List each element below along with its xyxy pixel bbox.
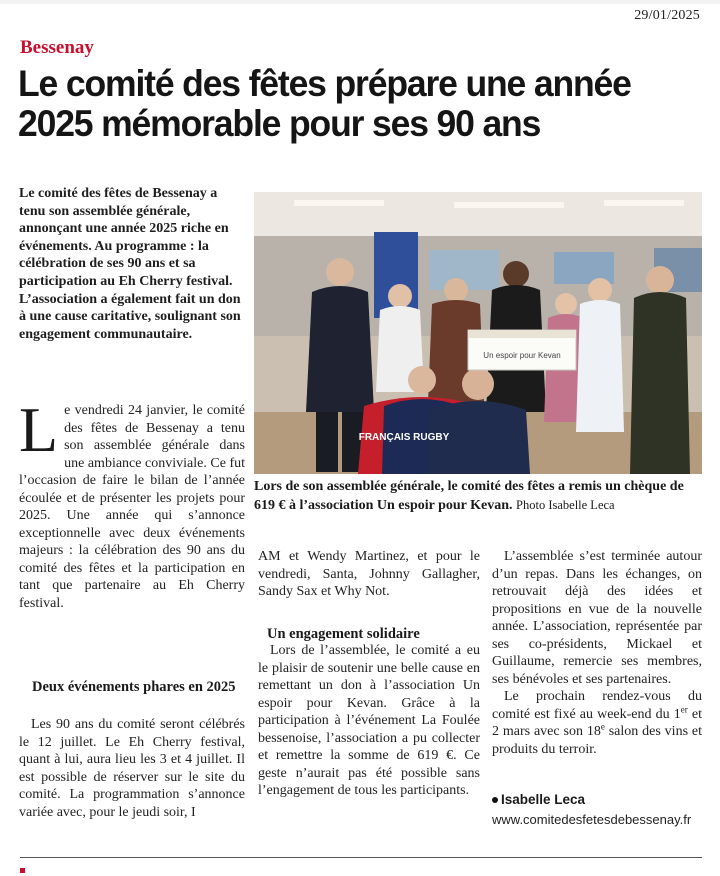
photo-caption — [254, 478, 702, 515]
article-photo — [254, 192, 702, 474]
superscript-1: er — [680, 703, 688, 714]
column-3-paragraph-1: L’assemblée s’est terminée autour d’un repas. Dans les échanges, on retrouvait déjà des idées et propositions en vue de la nouvelle année. L’association, représentée par ses co-présidents, Mickael et Guillaume, remercie ses membres, ses bénévoles et ses partenaires. — [492, 549, 702, 687]
top-rule — [0, 0, 720, 4]
next-event-text-b: et 2 mars avec son 18 — [492, 706, 702, 739]
photo-illustration — [254, 192, 702, 474]
next-event-text-c: salon des vins et produits du terroir. — [492, 724, 702, 757]
subhead-solidarity: Un engagement solidaire — [267, 626, 420, 642]
next-event-text-a: Le prochain rendez-vous du comité est fixé au week-end du 1 — [492, 689, 702, 722]
bottom-rule — [20, 857, 702, 858]
cheque-label: Un espoir pour Kevan — [483, 351, 561, 360]
bullet-icon — [492, 797, 498, 803]
lead-paragraph: Le comité des fêtes de Bessenay a tenu son assemblée générale, annonçant une année 2025 riche en événements. Au programme : la célébration de ses 90 ans et sa participation au Eh Cherry festival. L’association a également fait un don à une cause caritative, soulignant son engagement communautaire. — [19, 186, 241, 342]
drop-cap: L — [19, 394, 59, 465]
section-kicker: Bessenay — [20, 37, 94, 58]
sweater-label: FRANÇAIS RUGBY — [358, 432, 450, 443]
photo-credit: Photo Isabelle Leca — [516, 498, 615, 512]
intro-text: e vendredi 24 janvier, le comité des fêtes de Bessenay a tenu son assemblée générale dans une ambiance conviviale. Ce fut l’occasion de faire le bilan de l’année écoulée et de présenter les projets pour 2025. Une année qui s’annonce exceptionnelle avec deux événements majeurs : la célébration des 90 ans du comité des fêtes et la participation en tant que partenaire au Eh Cherry festival. — [19, 403, 245, 611]
column-2-paragraph: Lors de l’assemblée, le comité a eu le plaisir de soutenir une belle cause en remettant un don à l’association Un espoir pour Kevan. Grâce à la participation à l’événement La Foulée bessenoise, l’association a pu collecter et remettre la somme de 619 €. Ce geste n’aurait pas été possible sans l’engagement de tous les participants. — [258, 643, 480, 798]
column-3-paragraph-2 — [492, 688, 702, 758]
column-1-paragraph: Les 90 ans du comité seront célébrés le 12 juillet. Le Eh Cherry festival, quant à lui, aura lieu les 3 et 4 juillet. Il est possible de réserver sur le site du comité. La programmation s’annonce variée avec, pour le jeudi soir, I — [19, 717, 245, 820]
caption-text: Lors de son assemblée générale, le comité des fêtes a remis un chèque de 619 € à l’association Un espoir pour Kevan. — [254, 479, 684, 513]
publication-date: 29/01/2025 — [634, 8, 700, 23]
headline: Le comité des fêtes prépare une année 2025 mémorable pour ses 90 ans — [18, 63, 631, 144]
cheque — [468, 330, 576, 370]
website-link[interactable]: www.comitedesfetesdebessenay.fr — [492, 812, 692, 827]
byline — [492, 792, 585, 807]
author-name: Isabelle Leca — [501, 792, 586, 807]
subhead-events: Deux événements phares en 2025 — [32, 679, 236, 695]
bottom-marker — [20, 868, 25, 873]
column-2-top: AM et Wendy Martinez, et pour le vendredi, Santa, Johnny Gallagher, Sandy Sax et Why Not. — [258, 549, 480, 599]
superscript-2: e — [600, 721, 605, 732]
column-3 — [492, 548, 702, 758]
column-1-intro — [19, 394, 245, 612]
